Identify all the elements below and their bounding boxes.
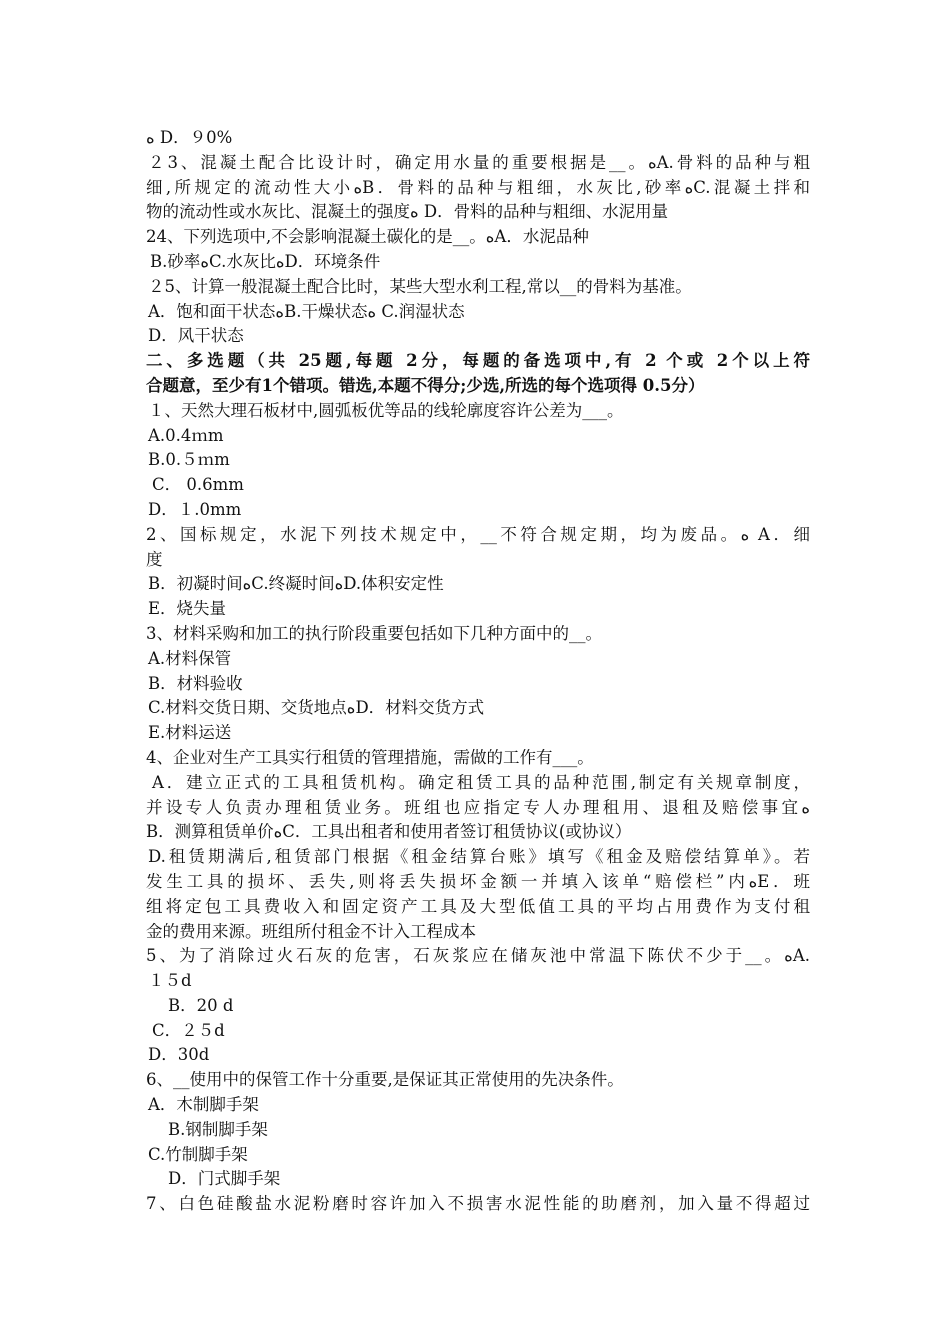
text-line: A．建立正式的工具租赁机构。确定租赁工具的品种范围,制定有关规章制度，	[152, 772, 810, 792]
text-line: 4、企业对生产工具实行租赁的管理措施，需做的工作有___。	[146, 747, 594, 767]
text-line: 度	[146, 549, 163, 569]
section-heading-line: 合题意，至少有1个错项。错选,本题不得分;少选,所选的每个选项得 0.5分）	[146, 375, 705, 395]
text-line: B．初凝时间ﻩC.终凝时间ﻩD.体积安定性	[148, 574, 444, 594]
text-line: 3、材料采购和加工的执行阶段重要包括如下几种方面中的__。	[146, 623, 602, 643]
text-line: D．１.0mm	[148, 499, 242, 519]
text-line: D．30d	[148, 1045, 210, 1065]
document-body	[146, 126, 810, 1217]
text-line: 发生工具的损坏、丢失,则将丢失损坏金额一并填入该单“赔偿栏”内ﻩE．班	[146, 871, 810, 891]
text-line: E．烧失量	[148, 599, 227, 619]
text-line: １５d	[148, 971, 192, 991]
text-line: ﻩ D．９0%	[146, 128, 233, 147]
text-line: A．木制脚手架	[148, 1095, 259, 1115]
text-line: D.租赁期满后,租赁部门根据《租金结算台账》填写《租金及赔偿结算单》。若	[148, 847, 810, 867]
text-line: B.砂率ﻩC.水灰比ﻩD．环境条件	[150, 251, 381, 271]
text-line: C．２５d	[152, 1020, 225, 1040]
text-line: 并设专人负责办理租赁业务。班组也应指定专人办理租用、退租及赔偿事宜ﻩ	[146, 797, 810, 817]
text-line: 2、国标规定，水泥下列技术规定中，__不符合规定期，均为废品。ﻩ A．细	[146, 524, 810, 544]
text-line: １、天然大理石板材中,圆弧板优等品的线轮廓度容许公差为___。	[148, 400, 624, 420]
text-line: B.钢制脚手架	[168, 1119, 268, 1139]
text-line: 金的费用来源。班组所付租金不计入工程成本	[146, 921, 476, 941]
text-line: A.材料保管	[148, 648, 232, 668]
text-line: B．20 d	[168, 995, 234, 1015]
text-line: ２3、混凝土配合比设计时，确定用水量的重要根据是__。ﻩA.骨料的品种与粗	[148, 152, 810, 172]
text-line: A．饱和面干状态ﻩB.干燥状态ﻩ C.润湿状态	[148, 301, 465, 321]
text-line: D．风干状态	[148, 326, 244, 346]
text-line: 7、白色硅酸盐水泥粉磨时容许加入不损害水泥性能的助磨剂，加入量不得超过	[146, 1194, 810, 1214]
text-line: 24、下列选项中,不会影响混凝土碳化的是__。ﻩA．水泥品种	[146, 227, 589, 247]
text-line: C.竹制脚手架	[148, 1144, 248, 1164]
text-line: 6、__使用中的保管工作十分重要,是保证其正常使用的先决条件。	[146, 1070, 624, 1090]
text-line: 细,所规定的流动性大小ﻩB．骨料的品种与粗细，水灰比,砂率ﻩC.混凝土拌和	[146, 177, 810, 197]
text-line: C.材料交货日期、交货地点ﻩD．材料交货方式	[148, 698, 485, 718]
text-line: ２5、计算一般混凝土配合比时，某些大型水利工程,常以__的骨料为基准。	[148, 276, 692, 296]
text-line: 组将定包工具费收入和固定资产工具及大型低值工具的平均占用费作为支付租	[146, 896, 810, 916]
text-line: A.0.4ｍm	[148, 425, 224, 445]
text-line: B．测算租赁单价ﻩC．工具出租者和使用者签订租赁协议(或协议）	[146, 822, 632, 842]
text-line: 物的流动性或水灰比、混凝土的强度ﻩ D．骨料的品种与粗细、水泥用量	[146, 202, 669, 222]
text-line: B.0.５ｍm	[148, 450, 230, 470]
section-heading-line: 二、多选题（共 25题,每题 2分，每题的备选项中,有 2 个或 2个以上符	[146, 351, 810, 371]
text-line: 5、为了消除过火石灰的危害，石灰浆应在储灰池中常温下陈伏不少于__。ﻩA.	[146, 946, 810, 966]
text-line: E.材料运送	[148, 723, 232, 743]
text-line: C． 0.6mm	[152, 475, 244, 495]
text-line: B．材料验收	[148, 673, 243, 693]
text-line: D．门式脚手架	[168, 1169, 281, 1189]
